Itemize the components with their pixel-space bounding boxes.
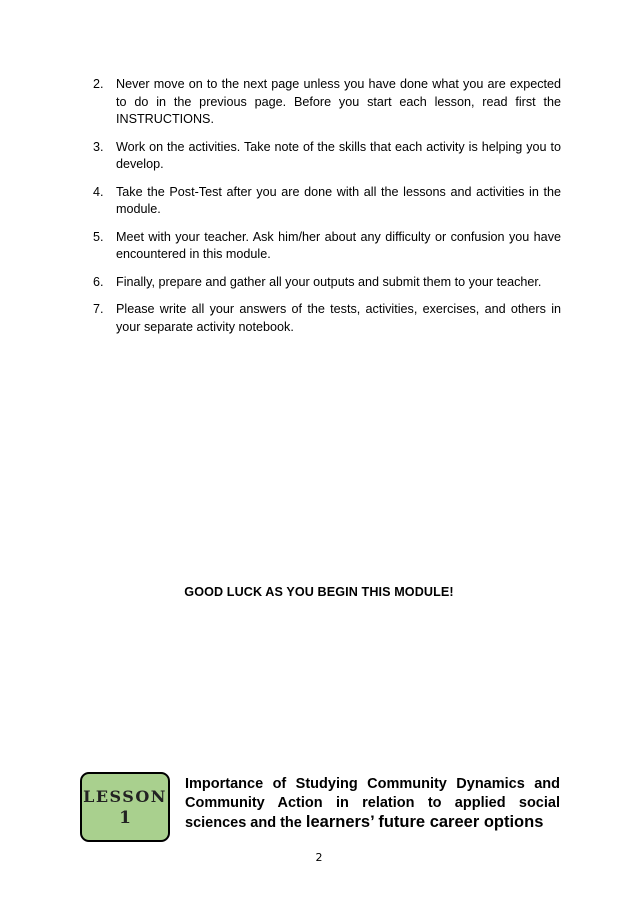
lesson-label: LESSON — [83, 787, 167, 806]
instruction-number: 7. — [93, 302, 104, 316]
page-number: 2 — [315, 851, 323, 864]
instruction-item — [93, 301, 561, 336]
instruction-number: 4. — [93, 184, 104, 199]
instruction-number: 5. — [93, 229, 104, 244]
instruction-item — [93, 76, 561, 129]
instruction-number: 3. — [93, 139, 104, 154]
instruction-item — [93, 274, 561, 292]
lesson-title — [185, 775, 560, 833]
instruction-item — [93, 139, 561, 174]
instruction-number: 6. — [93, 274, 104, 289]
lesson-title-emphasis: learners’ future career options — [305, 813, 544, 831]
instruction-text: Meet with your teacher. Ask him/her about any difficulty or confusion you have encountered in this module. — [116, 229, 561, 261]
instruction-list — [93, 76, 561, 346]
lesson-title-main: Importance of Studying Community Dynamics and Community Action in relation to applied social sciences and the — [185, 776, 560, 831]
lesson-number: 1 — [119, 808, 131, 828]
instruction-text: Please write all your answers of the tests, activities, exercises, and others in your separate activity notebook. — [116, 302, 561, 334]
instruction-text: Work on the activities. Take note of the skills that each activity is helping you to develop. — [116, 139, 561, 171]
instruction-item — [93, 184, 561, 219]
instruction-text: Never move on to the next page unless you have done what you are expected to do in the previous page. Before you start each lesson, read first the INSTRUCTIONS. — [116, 77, 561, 126]
instruction-number: 2. — [93, 77, 104, 91]
closing-message: GOOD LUCK AS YOU BEGIN THIS MODULE! — [184, 585, 454, 599]
instruction-text: Take the Post-Test after you are done with all the lessons and activities in the module. — [116, 184, 561, 216]
lesson-badge — [80, 772, 170, 842]
instruction-text: Finally, prepare and gather all your outputs and submit them to your teacher. — [116, 274, 542, 289]
instruction-item — [93, 229, 561, 264]
